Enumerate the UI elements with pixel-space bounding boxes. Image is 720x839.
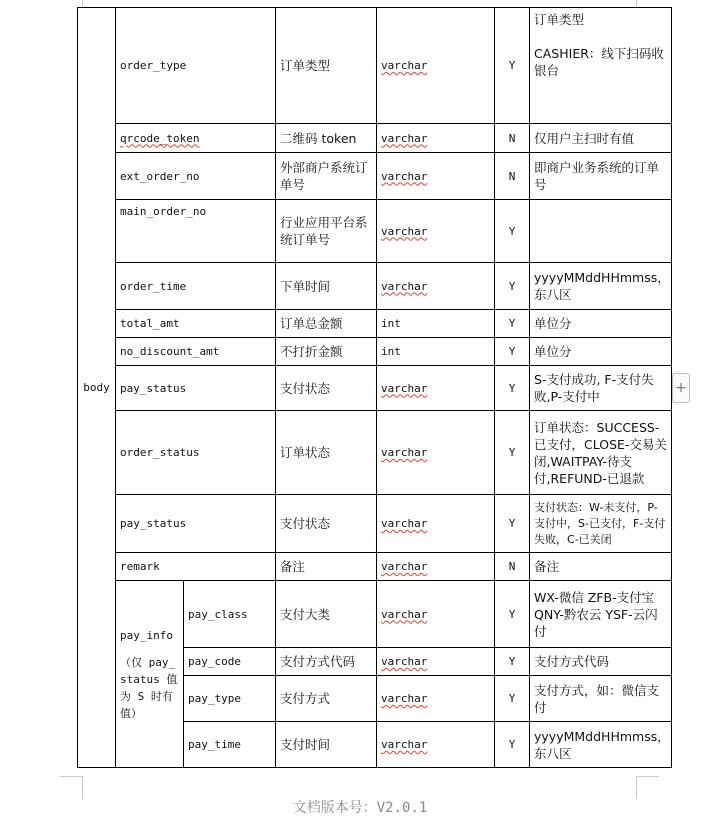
field-name: pay_type: [184, 676, 276, 722]
table-row: [78, 263, 672, 310]
field-description: 订单状态：SUCCESS-已支付，CLOSE-交易关闭,WAITPAY-待支付,REFUND-已退款: [530, 411, 672, 495]
field-type: varchar: [381, 381, 428, 395]
field-label: 备注: [276, 553, 377, 581]
field-required: Y: [495, 263, 530, 310]
field-name: pay_class: [184, 581, 276, 648]
field-description: 支付方式，如：微信支付: [530, 676, 672, 722]
field-name: pay_code: [184, 648, 276, 676]
table-row: [78, 495, 672, 553]
field-required: Y: [495, 200, 530, 263]
pay-info-note: （仅 pay_status 值为 S 时有值）: [120, 655, 178, 720]
field-label: 不打折金额: [276, 338, 377, 366]
field-required: Y: [495, 310, 530, 338]
field-label: 行业应用平台系统订单号: [276, 200, 377, 263]
field-label: 支付方式: [276, 676, 377, 722]
field-name: pay_time: [184, 722, 276, 768]
field-required: N: [495, 553, 530, 581]
field-description: yyyyMMddHHmmss，东八区: [530, 722, 672, 768]
field-type: int: [377, 310, 495, 338]
field-name: order_type: [116, 8, 276, 124]
field-required: Y: [495, 722, 530, 768]
field-label: 支付时间: [276, 722, 377, 768]
field-description: 单位分: [530, 338, 672, 366]
field-description: 支付方式代码: [530, 648, 672, 676]
field-table: [77, 7, 672, 768]
page-corner-mark: [60, 776, 83, 799]
table-row: [78, 581, 672, 648]
field-description: WX-微信 ZFB-支付宝 QNY-黔农云 YSF-云闪付: [530, 581, 672, 648]
field-label: 二维码 token: [276, 124, 377, 153]
field-name: ext_order_no: [116, 153, 276, 200]
field-type: varchar: [381, 446, 428, 459]
document-version: 文档版本号：V2.0.1: [292, 800, 428, 816]
field-type: varchar: [381, 607, 428, 621]
field-label: 订单状态: [276, 411, 377, 495]
field-type: varchar: [381, 279, 428, 293]
table-row: [78, 153, 672, 200]
field-description: 单位分: [530, 310, 672, 338]
table-row: [78, 338, 672, 366]
field-required: Y: [495, 648, 530, 676]
field-required: N: [495, 153, 530, 200]
field-required: Y: [495, 366, 530, 411]
field-type: int: [377, 338, 495, 366]
field-type: varchar: [381, 692, 428, 705]
field-required: Y: [495, 676, 530, 722]
table-row: [78, 124, 672, 153]
field-name: order_status: [116, 411, 276, 495]
field-label: 支付方式代码: [276, 648, 377, 676]
table-row: [78, 553, 672, 581]
field-label: 支付状态: [276, 495, 377, 553]
field-name: pay_status: [116, 495, 276, 553]
field-required: Y: [495, 8, 530, 124]
field-required: Y: [495, 411, 530, 495]
field-type: varchar: [381, 560, 428, 573]
field-name: no_discount_amt: [116, 338, 276, 366]
field-type: varchar: [381, 224, 428, 238]
field-description: S-支付成功, F-支付失败,P-支付中: [530, 366, 672, 411]
table-row: [78, 411, 672, 495]
table-row: [78, 200, 672, 263]
group-label: body: [78, 8, 116, 768]
field-label: 订单类型: [276, 8, 377, 124]
field-label: 外部商户系统订单号: [276, 153, 377, 200]
pay-info-label: pay_info: [120, 628, 173, 642]
field-name: main_order_no: [116, 200, 276, 263]
field-description: 订单类型 CASHIER：线下扫码收银台: [530, 8, 672, 124]
field-name: pay_status: [116, 366, 276, 411]
field-label: 订单总金额: [276, 310, 377, 338]
field-type: varchar: [381, 517, 428, 530]
field-type: varchar: [381, 131, 428, 145]
field-required: N: [495, 124, 530, 153]
field-type: varchar: [381, 738, 428, 751]
field-required: Y: [495, 338, 530, 366]
table-row: [78, 310, 672, 338]
table-row: [78, 366, 672, 411]
add-row-button[interactable]: +: [672, 373, 690, 403]
field-type: varchar: [381, 169, 428, 183]
field-description: yyyyMMddHHmmss，东八区: [530, 263, 672, 310]
field-label: 支付大类: [276, 581, 377, 648]
field-description: 备注: [530, 553, 672, 581]
field-description: 支付状态：W-未支付，P-支付中，S-已支付，F-支付失败，C-已关闭: [530, 495, 672, 553]
field-type: varchar: [381, 59, 428, 72]
field-required: Y: [495, 581, 530, 648]
field-name: remark: [116, 553, 276, 581]
field-required: Y: [495, 495, 530, 553]
page-corner-mark: [636, 776, 659, 799]
field-name: order_time: [116, 263, 276, 310]
field-description: 仅用户主扫时有值: [530, 124, 672, 153]
field-label: 下单时间: [276, 263, 377, 310]
field-label: 支付状态: [276, 366, 377, 411]
field-type: varchar: [381, 655, 428, 668]
field-name: total_amt: [116, 310, 276, 338]
field-description: [530, 200, 672, 263]
table-row: [78, 8, 672, 124]
field-name: qrcode_token: [120, 131, 200, 145]
field-description: 即商户业务系统的订单号: [530, 153, 672, 200]
